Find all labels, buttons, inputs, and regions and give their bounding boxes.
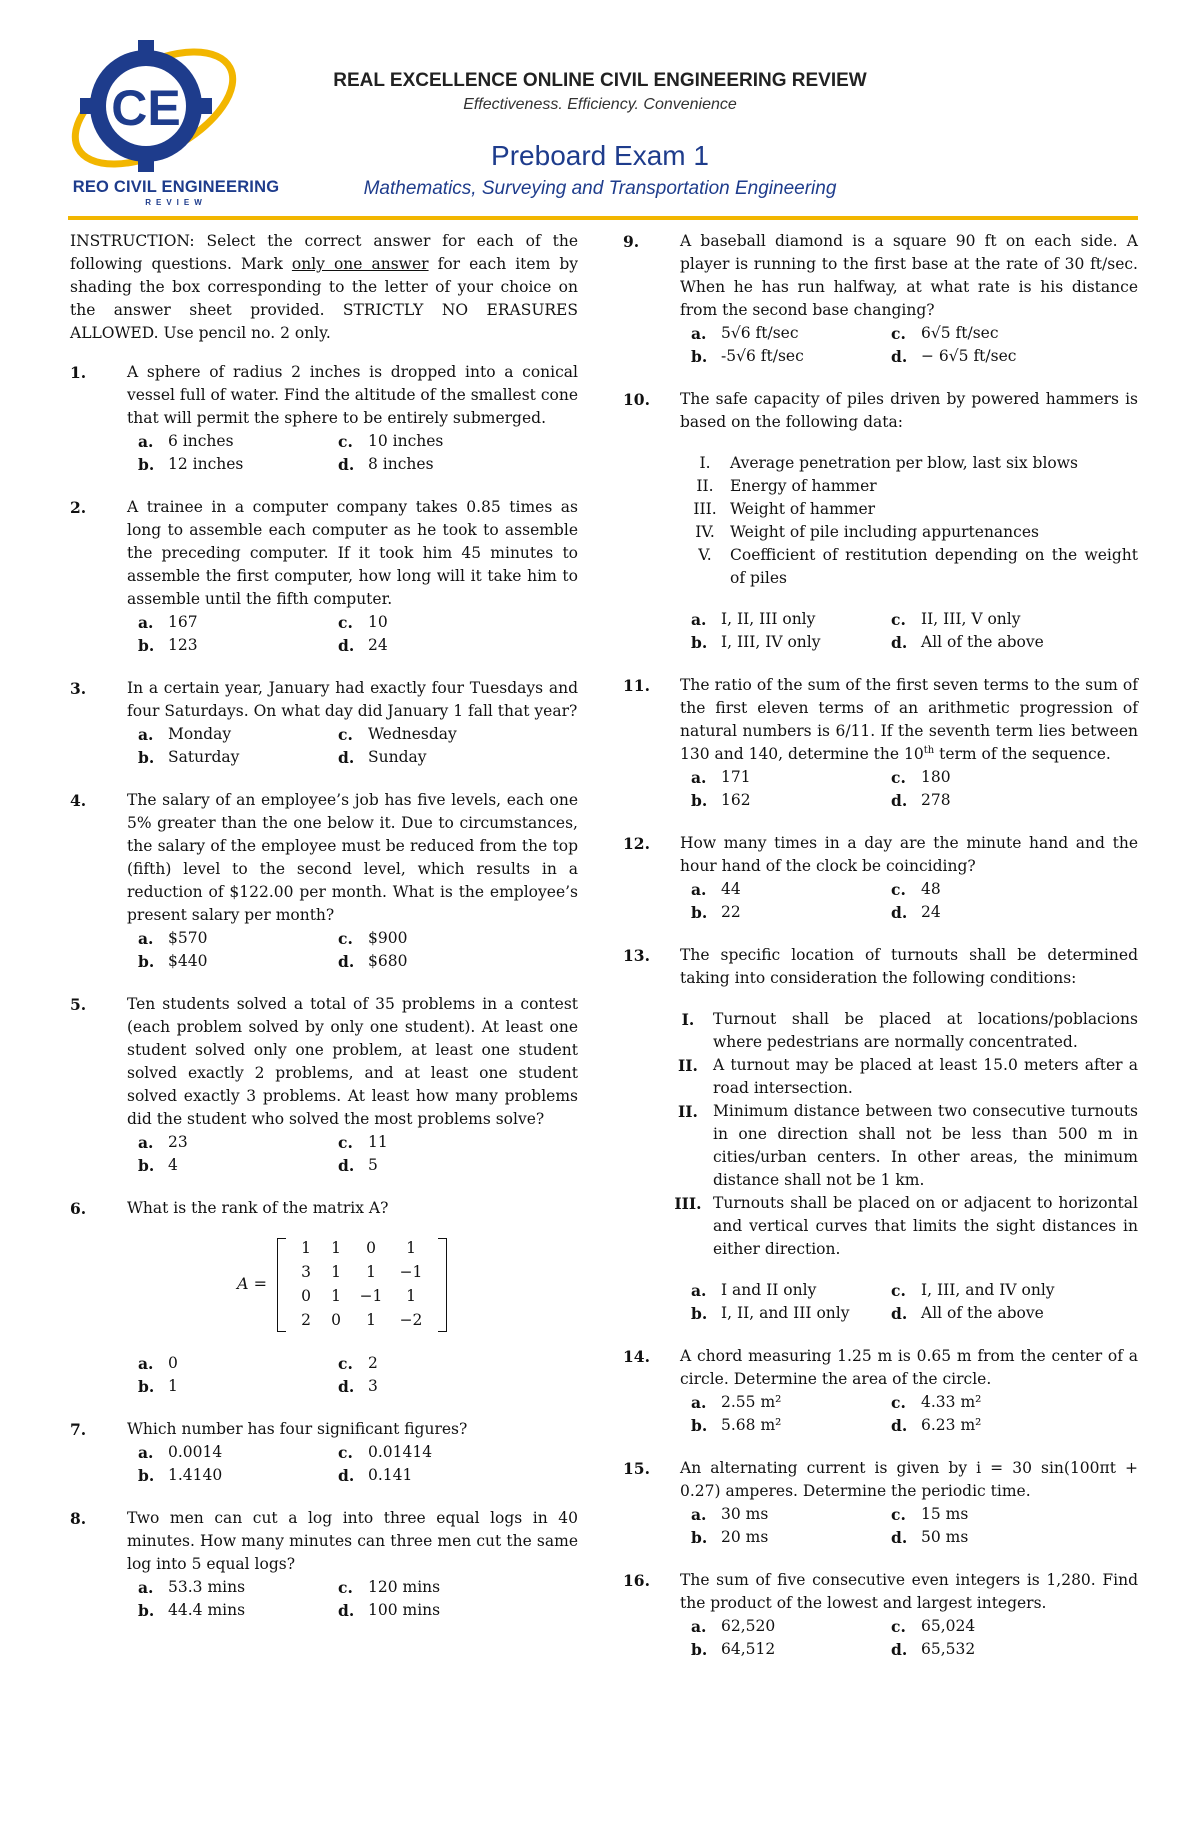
question-13: 13. The specific location of turnouts shall be determined taking into consideration the following conditions: I. Turnout shall be placed at locations/poblacions where pedestrians are normally concentrated. II. A turnout may be placed at least 15.0 meters after a road intersection. II. Minimum distance between two consecutive turnouts in one direction shall not be less than 500 m in cities/urban centers. In other areas, the minimum distance shall not be 1 km. III. Turnouts shall be placed on or adjacent to horizontal and vertical curves that limits the sight distances in either direction. a. I and II only c. I, III, and IV only b. I, II, and III only d. All of the above [623,946,1138,1323]
question-1: 1. A sphere of radius 2 inches is dropped into a conical vessel full of water. Find the altitude of the smallest cone that will permit the sphere to be entirely submerged. a. 6 inches c. 10 inches b. 12 inches d. 8 inches [70,363,578,474]
question-2: 2. A trainee in a computer company takes 0.85 times as long to assemble each computer as he took to assemble the preceding computer. If it took him 45 minutes to assemble the first computer, how long will it take him to assemble until the fifth computer. a. 167 c. 10 b. 123 d. 24 [70,498,578,655]
question-12: 12. How many times in a day are the minute hand and the hour hand of the clock be coinciding? a. 44 c. 48 b. 22 d. 24 [623,834,1138,922]
org-name: REAL EXCELLENCE ONLINE CIVIL ENGINEERING REVIEW [333,70,867,91]
exam-title: Preboard Exam 1 [491,140,709,171]
question-5: 5. Ten students solved a total of 35 problems in a contest (each problem solved by only one student). At least one student solved only one problem, at least one student solved exactly 2 problems, and at least one student solved exactly 3 problems. At least how many problems did the student who solved the most problems solve? a. 23 c. 11 b. 4 d. 5 [70,995,578,1175]
question-14: 14. A chord measuring 1.25 m is 0.65 m from the center of a circle. Determine the area of the circle. a. 2.55 m² c. 4.33 m² b. 5.68 m² d. 6.23 m² [623,1347,1138,1435]
header-divider [68,216,1138,220]
right-column [623,230,1138,1681]
question-15: 15. An alternating current is given by i = 30 sin(100πt + 0.27) amperes. Determine the periodic time. a. 30 ms c. 15 ms b. 20 ms d. 50 ms [623,1459,1138,1547]
turnout-conditions-list: I. Turnout shall be placed at locations/poblacions where pedestrians are normally concentrated. II. A turnout may be placed at least 15.0 meters after a road intersection. II. Minimum distance between two consecutive turnouts in one direction shall not be less than 500 m in cities/urban centers. In other areas, the minimum distance shall not be 1 km. III. Turnouts shall be placed on or adjacent to horizontal and vertical curves that limits the sight distances in either direction. [674,1010,1138,1258]
question-4: 4. The salary of an employee’s job has five levels, each one 5% greater than the one below it. Due to circumstances, the salary of the employee must be reduced from the top (fifth) level to the second level, which results in a reduction of $122.00 per month. What is the employee’s present salary per month? a. $570 c. $900 b. $440 d. $680 [70,791,578,971]
pile-data-list: I. Average penetration per blow, last six blows II. Energy of hammer III. Weight of hammer IV. Weight of pile including appurtenances V. Coefficient of restitution depending on the weight of piles [693,454,1138,587]
left-column [70,230,578,1642]
instruction: INSTRUCTION: Select the correct answer for each of the following questions. Mark only one answer for each item by shading the box corresponding to the letter of your choice on the answer sheet provided. STRICTLY NO ERASURES ALLOWED. Use pencil no. 2 only. [70,232,579,342]
question-7: 7. Which number has four significant figures? a. 0.0014 c. 0.01414 b. 1.4140 d. 0.141 [70,1420,468,1485]
question-9: 9. A baseball diamond is a square 90 ft on each side. A player is running to the first base at the rate of 30 ft/sec. When he has run halfway, at what rate is his distance from the second base changing? a. 5√6 ft/sec c. 6√5 ft/sec b. -5√6 ft/sec d. − 6√5 ft/sec [623,232,1138,366]
matrix-a: A = 1 1 0 1 3 1 1 −1 0 1 −1 1 2 0 1 −2 [237,1236,578,1336]
exam-subjects: Mathematics, Surveying and Transportation Engineering [363,178,837,199]
question-8: 8. Two men can cut a log into three equal logs in 40 minutes. How many minutes can three men cut the same log into 5 equal logs? a. 53.3 mins c. 120 mins b. 44.4 mins d. 100 mins [70,1509,578,1620]
logo-subtext: REVIEW [145,198,207,207]
question-10: 10. The safe capacity of piles driven by powered hammers is based on the following data: I. Average penetration per blow, last six blows II. Energy of hammer III. Weight of hammer IV. Weight of pile including appurtenances V. Coefficient of restitution depending on the weight of piles a. I, II, III only c. II, III, V only b. I, III, IV only d. All of the above [623,390,1138,652]
question-16: 16. The sum of five consecutive even integers is 1,280. Find the product of the lowest and largest integers. a. 62,520 c. 65,024 b. 64,512 d. 65,532 [623,1571,1138,1659]
exam-header [0,0,1200,222]
question-6: 6. What is the rank of the matrix A? A = 1 1 0 1 3 1 1 −1 0 1 −1 1 2 0 1 −2 a. 0 c. 2 b. 1 d. 3 [70,1197,578,1398]
svg-text:CE: CE [111,80,181,136]
question-11: 11. The ratio of the sum of the first seven terms to the sum of the first eleven terms of an arithmetic progression of natural numbers is 6/11. If the seventh term lies between 130 and 140, determine the 10th term of the sequence. a. 171 c. 180 b. 162 d. 278 [623,676,1138,810]
logo-text: REO CIVIL ENGINEERING [72,178,280,196]
question-3: 3. In a certain year, January had exactly four Tuesdays and four Saturdays. On what day did January 1 fall that year? a. Monday c. Wednesday b. Saturday d. Sunday [70,679,578,767]
tagline: Effectiveness. Efficiency. Convenience [463,96,737,113]
